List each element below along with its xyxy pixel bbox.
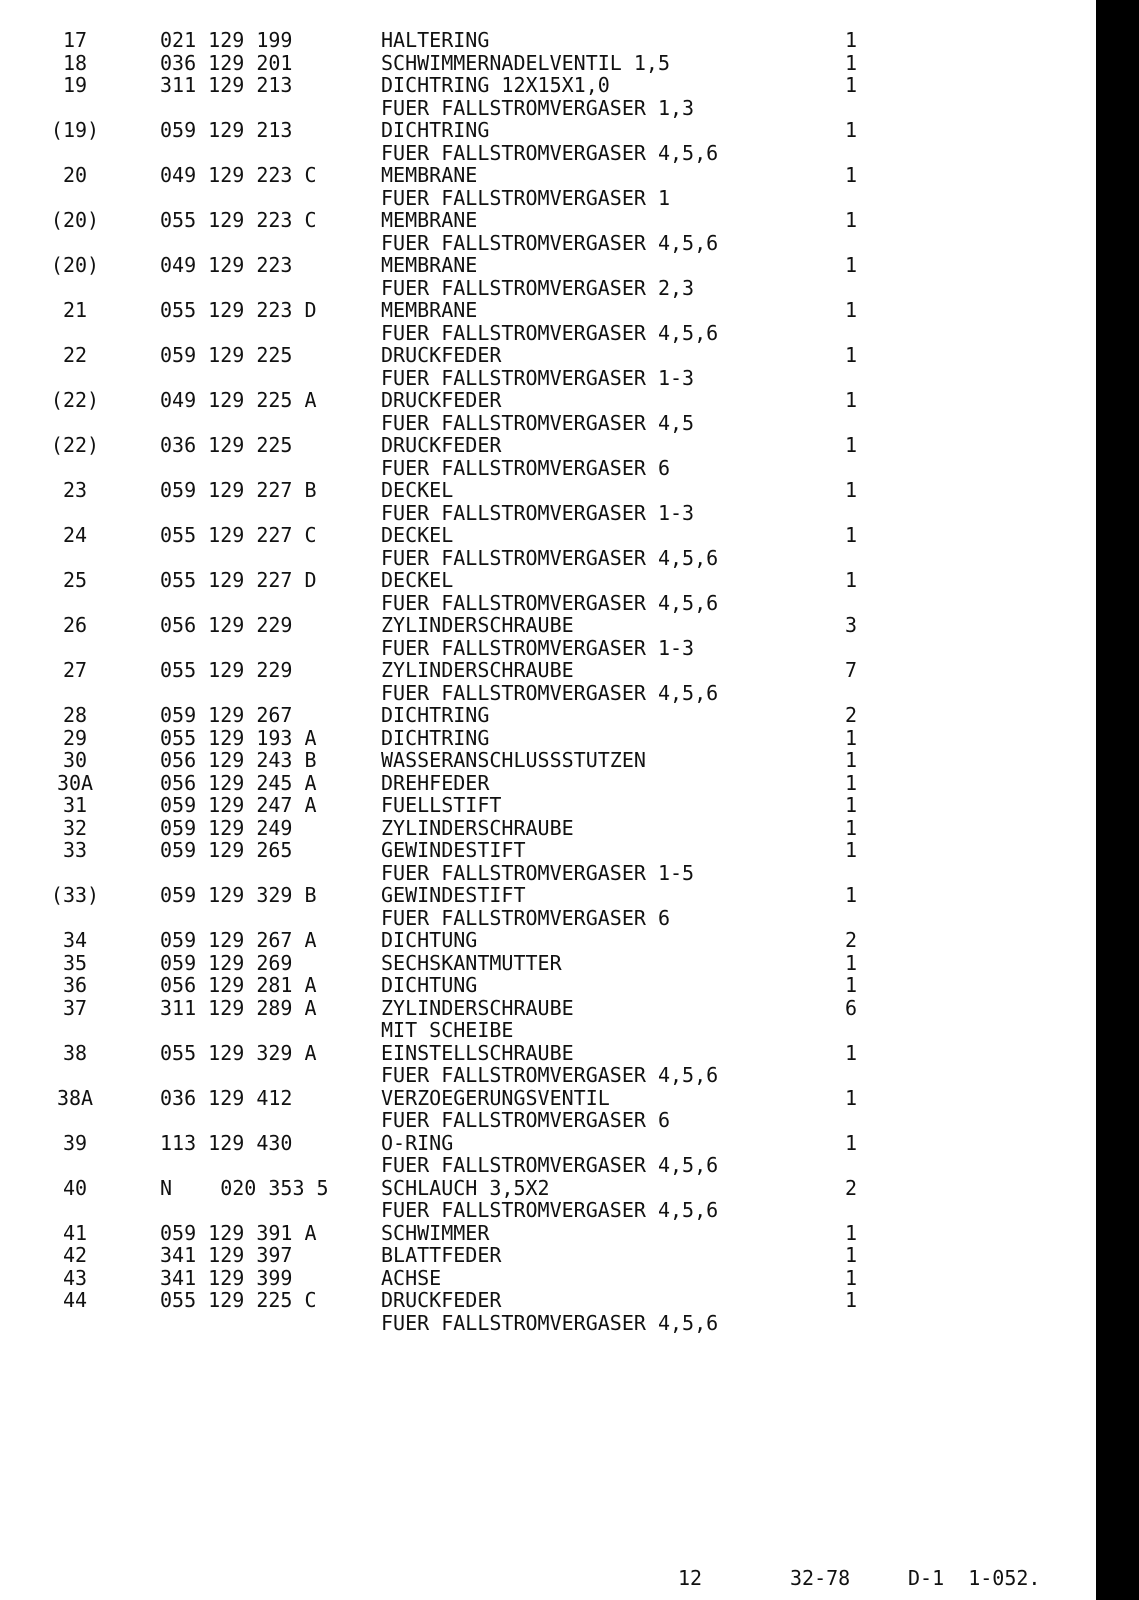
description: DICHTUNG [381, 973, 478, 997]
quantity: 3 [844, 613, 858, 637]
description: FUER FALLSTROMVERGASER 4,5,6 [381, 1198, 719, 1222]
item-number: 36 [62, 973, 88, 997]
item-number: 27 [62, 658, 88, 682]
item-number: 19 [62, 73, 88, 97]
page-number: 12 [678, 1566, 703, 1590]
description: WASSERANSCHLUSSSTUTZEN [381, 748, 646, 772]
description: DECKEL [381, 478, 454, 502]
part-number: 059 129 247 A [160, 793, 317, 817]
table-row [0, 839, 1096, 862]
description: O-RING [381, 1130, 454, 1155]
table-row [0, 412, 1096, 435]
quantity: 1 [844, 838, 858, 862]
part-number: 055 129 329 A [160, 1040, 317, 1065]
description: VERZOEGERUNGSVENTIL [381, 1085, 610, 1110]
table-row [0, 434, 1096, 457]
description: ZYLINDERSCHRAUBE [381, 995, 574, 1020]
description: FUER FALLSTROMVERGASER 4,5,6 [381, 1063, 719, 1087]
description: FUER FALLSTROMVERGASER 4,5,6 [381, 1310, 719, 1335]
quantity: 1 [844, 1265, 858, 1290]
table-row [0, 142, 1096, 165]
date-code: 32-78 [790, 1566, 851, 1590]
description: FUER FALLSTROMVERGASER 4,5,6 [381, 545, 719, 570]
item-number: 42 [62, 1243, 88, 1267]
part-number: 056 129 229 [160, 613, 293, 637]
part-number: 059 129 227 B [160, 478, 317, 502]
part-number: 036 129 225 [160, 433, 293, 457]
item-number: 38A [56, 1085, 94, 1110]
description: SCHWIMMER [381, 1220, 490, 1245]
table-row [0, 29, 1096, 52]
item-number: (22) [50, 433, 100, 457]
item-number: 32 [62, 815, 88, 840]
item-number: 20 [62, 163, 88, 187]
part-number: 059 129 265 [160, 838, 293, 862]
part-number: 059 129 213 [160, 118, 293, 142]
part-number: 056 129 245 A [160, 770, 317, 795]
description: FUER FALLSTROMVERGASER 6 [381, 1108, 670, 1132]
table-row [0, 862, 1096, 885]
table-row [0, 502, 1096, 525]
table-row [0, 997, 1096, 1020]
quantity: 1 [844, 568, 858, 592]
quantity: 1 [844, 298, 858, 322]
description: DICHTRING [381, 725, 490, 750]
item-number: 37 [62, 995, 88, 1020]
quantity: 2 [844, 928, 858, 952]
part-number: 059 129 225 [160, 343, 293, 367]
quantity: 1 [844, 478, 858, 502]
item-number: 28 [62, 703, 88, 727]
part-number: 311 129 289 A [160, 995, 317, 1020]
quantity: 1 [844, 1288, 858, 1312]
table-row [0, 187, 1096, 210]
description: DICHTRING [381, 703, 490, 727]
item-number: (20) [50, 208, 100, 232]
part-number: 055 129 227 C [160, 523, 317, 547]
quantity: 1 [844, 1130, 858, 1155]
item-number: 31 [62, 793, 88, 817]
description: FUER FALLSTROMVERGASER 6 [381, 905, 670, 930]
table-row [0, 1154, 1096, 1177]
description: MEMBRANE [381, 253, 478, 277]
part-number: 311 129 213 [160, 73, 293, 97]
description: DICHTRING [381, 118, 490, 142]
table-row [0, 367, 1096, 390]
description: FUER FALLSTROMVERGASER 2,3 [381, 275, 695, 300]
table-row [0, 322, 1096, 345]
table-row [0, 1042, 1096, 1065]
description: GEWINDESTIFT [381, 883, 526, 907]
quantity: 1 [844, 50, 858, 75]
description: FUER FALLSTROMVERGASER 4,5,6 [381, 140, 719, 165]
description: ACHSE [381, 1265, 442, 1290]
item-number: 30 [62, 748, 88, 772]
table-row [0, 74, 1096, 97]
description: FUER FALLSTROMVERGASER 6 [381, 455, 670, 480]
description: BLATTFEDER [381, 1243, 502, 1267]
part-number: 059 129 391 A [160, 1220, 317, 1245]
quantity: 1 [844, 815, 858, 840]
table-row [0, 1177, 1096, 1200]
quantity: 1 [844, 433, 858, 457]
quantity: 6 [844, 995, 858, 1020]
item-number: (19) [50, 118, 100, 142]
part-number: 049 129 223 C [160, 163, 317, 187]
quantity: 2 [844, 1175, 858, 1200]
table-row [0, 974, 1096, 997]
table-row [0, 164, 1096, 187]
quantity: 1 [844, 883, 858, 907]
description: ZYLINDERSCHRAUBE [381, 658, 574, 682]
part-number: 049 129 223 [160, 253, 293, 277]
table-row [0, 817, 1096, 840]
part-number: 059 129 269 [160, 950, 293, 975]
description: DRUCKFEDER [381, 388, 502, 412]
table-row [0, 1244, 1096, 1267]
quantity: 1 [844, 1220, 858, 1245]
quantity: 1 [844, 1040, 858, 1065]
table-row [0, 52, 1096, 75]
item-number: 29 [62, 725, 88, 750]
description: GEWINDESTIFT [381, 838, 526, 862]
table-row [0, 569, 1096, 592]
description: FUER FALLSTROMVERGASER 4,5 [381, 410, 695, 435]
description: FUER FALLSTROMVERGASER 1-3 [381, 635, 695, 660]
item-number: 43 [62, 1265, 88, 1290]
part-number: 055 129 227 D [160, 568, 317, 592]
quantity: 1 [844, 73, 858, 97]
table-row [0, 97, 1096, 120]
table-row [0, 884, 1096, 907]
item-number: 18 [62, 50, 88, 75]
item-number: 44 [62, 1288, 88, 1312]
description: ZYLINDERSCHRAUBE [381, 613, 574, 637]
table-row [0, 277, 1096, 300]
part-number: 055 129 193 A [160, 725, 317, 750]
item-number: 17 [62, 28, 88, 52]
description: DRUCKFEDER [381, 343, 502, 367]
table-row [0, 727, 1096, 750]
table-row [0, 1132, 1096, 1155]
item-number: 35 [62, 950, 88, 975]
quantity: 1 [844, 118, 858, 142]
description: HALTERING [381, 28, 490, 52]
item-number: (22) [50, 388, 100, 412]
description: FUER FALLSTROMVERGASER 1-3 [381, 365, 695, 390]
quantity: 2 [844, 703, 858, 727]
part-number: 113 129 430 [160, 1130, 293, 1155]
description: SCHLAUCH 3,5X2 [381, 1175, 550, 1200]
part-number: 036 129 201 [160, 50, 293, 75]
reference-code: D-1 1-052. [908, 1566, 1041, 1590]
part-number: 341 129 397 [160, 1243, 293, 1267]
part-number: 055 129 229 [160, 658, 293, 682]
part-number: 055 129 223 D [160, 298, 317, 322]
description: DECKEL [381, 568, 454, 592]
quantity: 1 [844, 950, 858, 975]
description: SECHSKANTMUTTER [381, 950, 562, 975]
quantity: 1 [844, 388, 858, 412]
part-number: 049 129 225 A [160, 388, 317, 412]
quantity: 1 [844, 793, 858, 817]
item-number: 25 [62, 568, 88, 592]
part-number: 059 129 249 [160, 815, 293, 840]
item-number: 21 [62, 298, 88, 322]
table-row [0, 1064, 1096, 1087]
table-row [0, 1267, 1096, 1290]
description: FUER FALLSTROMVERGASER 4,5,6 [381, 230, 719, 255]
description: DECKEL [381, 523, 454, 547]
description: FUER FALLSTROMVERGASER 4,5,6 [381, 1153, 719, 1177]
table-row [0, 772, 1096, 795]
part-number: 036 129 412 [160, 1085, 293, 1110]
table-row [0, 637, 1096, 660]
part-number: 341 129 399 [160, 1265, 293, 1290]
table-row [0, 794, 1096, 817]
item-number: 40 [62, 1175, 88, 1200]
description: DRUCKFEDER [381, 1288, 502, 1312]
table-row [0, 547, 1096, 570]
quantity: 1 [844, 748, 858, 772]
description: DREHFEDER [381, 770, 490, 795]
table-row [0, 1087, 1096, 1110]
table-row [0, 457, 1096, 480]
table-row [0, 1019, 1096, 1042]
quantity: 7 [844, 658, 858, 682]
part-number: 059 129 267 A [160, 928, 317, 952]
description: FUER FALLSTROMVERGASER 4,5,6 [381, 320, 719, 345]
description: MIT SCHEIBE [381, 1018, 514, 1042]
item-number: 30A [56, 770, 94, 795]
quantity: 1 [844, 770, 858, 795]
description: FUER FALLSTROMVERGASER 1-3 [381, 500, 695, 525]
quantity: 1 [844, 253, 858, 277]
description: DICHTRING 12X15X1,0 [381, 73, 610, 97]
table-row [0, 254, 1096, 277]
table-row [0, 299, 1096, 322]
parts-list [0, 29, 1096, 1334]
part-number: 056 129 243 B [160, 748, 317, 772]
description: EINSTELLSCHRAUBE [381, 1040, 574, 1065]
item-number: 24 [62, 523, 88, 547]
table-row [0, 1289, 1096, 1312]
description: SCHWIMMERNADELVENTIL 1,5 [381, 50, 670, 75]
quantity: 1 [844, 208, 858, 232]
table-row [0, 1109, 1096, 1132]
part-number: N 020 353 5 [160, 1175, 329, 1200]
description: MEMBRANE [381, 208, 478, 232]
description: DICHTUNG [381, 928, 478, 952]
part-number: 055 129 225 C [160, 1288, 317, 1312]
description: ZYLINDERSCHRAUBE [381, 815, 574, 840]
table-row [0, 682, 1096, 705]
table-row [0, 952, 1096, 975]
table-row [0, 119, 1096, 142]
table-row [0, 524, 1096, 547]
table-row [0, 232, 1096, 255]
item-number: 33 [62, 838, 88, 862]
part-number: 055 129 223 C [160, 208, 317, 232]
quantity: 1 [844, 343, 858, 367]
item-number: 22 [62, 343, 88, 367]
item-number: 38 [62, 1040, 88, 1065]
item-number: 41 [62, 1220, 88, 1245]
item-number: 26 [62, 613, 88, 637]
description: MEMBRANE [381, 298, 478, 322]
quantity: 1 [844, 523, 858, 547]
table-row [0, 344, 1096, 367]
table-row [0, 704, 1096, 727]
description: FUER FALLSTROMVERGASER 4,5,6 [381, 680, 719, 705]
quantity: 1 [844, 973, 858, 997]
quantity: 1 [844, 1085, 858, 1110]
description: FUELLSTIFT [381, 793, 502, 817]
item-number: 39 [62, 1130, 88, 1155]
table-row [0, 1222, 1096, 1245]
table-row [0, 209, 1096, 232]
quantity: 1 [844, 725, 858, 750]
table-row [0, 907, 1096, 930]
item-number: 23 [62, 478, 88, 502]
quantity: 1 [844, 1243, 858, 1267]
item-number: 34 [62, 928, 88, 952]
description: FUER FALLSTROMVERGASER 1 [381, 185, 670, 210]
part-number: 059 129 329 B [160, 883, 317, 907]
description: FUER FALLSTROMVERGASER 4,5,6 [381, 590, 719, 615]
description: FUER FALLSTROMVERGASER 1,3 [381, 95, 695, 120]
part-number: 021 129 199 [160, 28, 293, 52]
table-row [0, 592, 1096, 615]
table-row [0, 749, 1096, 772]
table-row [0, 479, 1096, 502]
description: FUER FALLSTROMVERGASER 1-5 [381, 860, 695, 885]
quantity: 1 [844, 28, 858, 52]
table-row [0, 659, 1096, 682]
table-row [0, 1199, 1096, 1222]
description: DRUCKFEDER [381, 433, 502, 457]
part-number: 056 129 281 A [160, 973, 317, 997]
item-number: (20) [50, 253, 100, 277]
table-row [0, 614, 1096, 637]
part-number: 059 129 267 [160, 703, 293, 727]
table-row [0, 929, 1096, 952]
table-row [0, 1312, 1096, 1335]
quantity: 1 [844, 163, 858, 187]
table-row [0, 389, 1096, 412]
scan-edge-bar [1096, 0, 1139, 1600]
item-number: (33) [50, 883, 100, 907]
description: MEMBRANE [381, 163, 478, 187]
